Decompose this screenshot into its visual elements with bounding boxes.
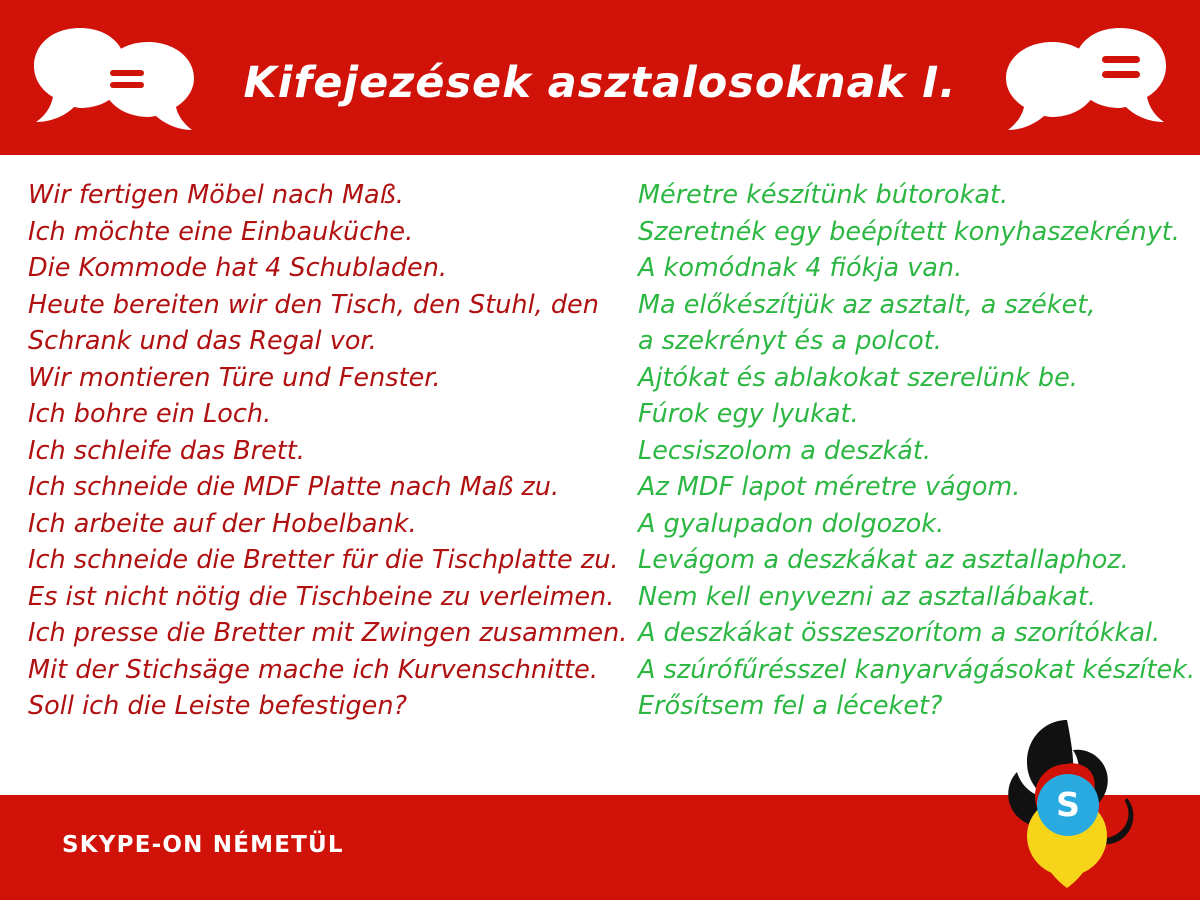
phrase-line: Az MDF lapot méretre vágom.	[638, 472, 1021, 502]
phrase-line: Ma előkészítjük az asztalt, a széket,	[638, 289, 1096, 320]
phrase-line: Mit der Stichsäge mache ich Kurvenschnitte.	[28, 654, 598, 685]
phrase-line: Es ist nicht nötig die Tischbeine zu verleimen.	[28, 581, 615, 612]
phrase-line: Szeretnék egy beépített konyhaszekrényt.	[638, 216, 1180, 247]
phrase-line: Die Kommode hat 4 Schubladen.	[28, 253, 447, 283]
phrase-line: Levágom a deszkákat az asztallaphoz.	[638, 545, 1129, 575]
phrase-line: Nem kell enyvezni az asztallábakat.	[638, 581, 1097, 612]
phrase-line: Ich arbeite auf der Hobelbank.	[28, 508, 417, 539]
speech-bubble-icon-right	[997, 20, 1172, 140]
content-card	[0, 155, 1200, 795]
phrase-line: a szekrényt és a polcot.	[638, 326, 942, 356]
phrase-line: Wir montieren Türe und Fenster.	[28, 362, 441, 393]
phrase-line: Ich presse die Bretter mit Zwingen zusammen.	[28, 618, 628, 648]
phrase-line: A gyalupadon dolgozok.	[638, 508, 945, 539]
phrase-columns	[0, 177, 1200, 725]
brand-label: SKYPE-ON NÉMETÜL	[62, 832, 344, 858]
phrase-line: Ich schneide die MDF Platte nach Maß zu.	[28, 472, 560, 502]
skype-on-nemetul-logo	[975, 712, 1160, 897]
phrase-line: Ich schneide die Bretter für die Tischplatte zu.	[28, 545, 619, 575]
phrase-line: A szúrófűrésszel kanyarvágásokat készítek.	[638, 654, 1196, 685]
phrase-line: Fúrok egy lyukat.	[638, 399, 859, 429]
phrase-line: Ich möchte eine Einbauküche.	[28, 216, 414, 247]
phrase-line: Lecsiszolom a deszkát.	[638, 435, 931, 466]
phrase-line: Ich schleife das Brett.	[28, 435, 305, 466]
phrase-line: A komódnak 4 fiókja van.	[638, 253, 963, 283]
phrase-line: Heute bereiten wir den Tisch, den Stuhl, den	[28, 289, 599, 320]
hungarian-column	[620, 177, 1200, 725]
german-column	[0, 177, 628, 725]
phrase-line: Méretre készítünk bútorokat.	[638, 180, 1009, 210]
phrase-line: A deszkákat összeszorítom a szorítókkal.	[638, 618, 1161, 648]
page-title: Kifejezések asztalosoknak I.	[243, 58, 957, 108]
phrase-line: Schrank und das Regal vor.	[28, 326, 377, 356]
phrase-line: Soll ich die Leiste befestigen?	[28, 691, 408, 721]
phrase-line: Wir fertigen Möbel nach Maß.	[28, 180, 404, 210]
phrase-line: Ich bohre ein Loch.	[28, 399, 272, 429]
phrase-line: Erősítsem fel a léceket?	[638, 691, 943, 721]
logo-badge-letter: S	[1037, 774, 1099, 836]
phrase-line: Ajtókat és ablakokat szerelünk be.	[638, 362, 1078, 393]
header-bar	[0, 0, 1200, 155]
